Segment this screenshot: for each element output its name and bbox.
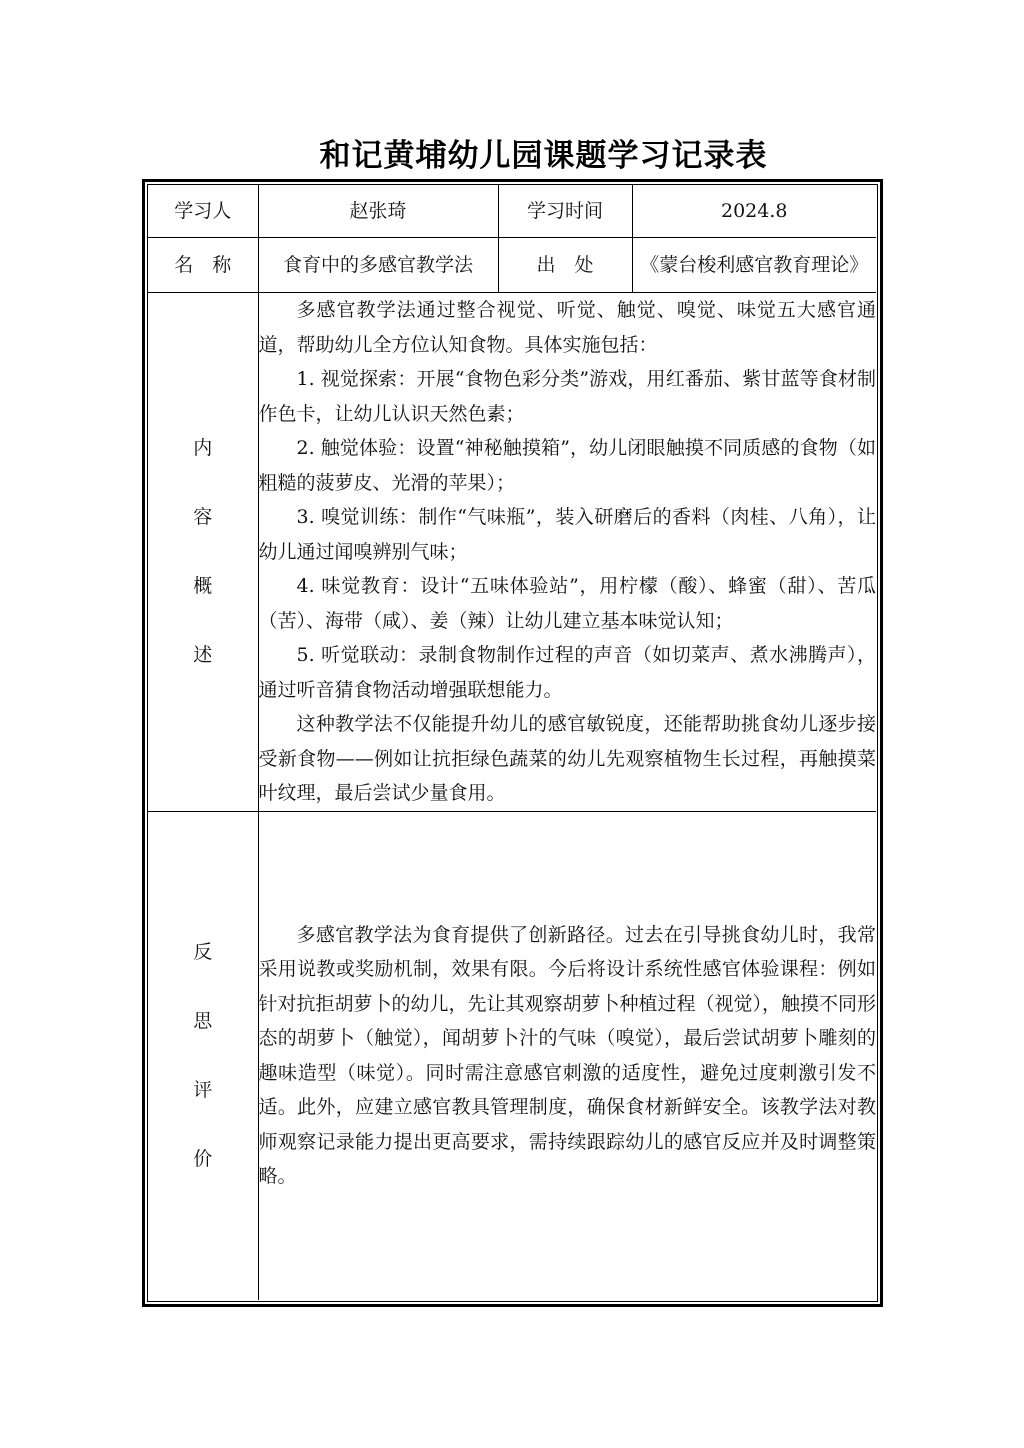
content-paragraph: 多感官教学法通过整合视觉、听觉、触觉、嗅觉、味觉五大感官通道，帮助幼儿全方位认知食物。具体实施包括： (258, 299, 876, 356)
topic-name-label: 名 称 (148, 238, 258, 293)
meta-row (148, 185, 876, 238)
record-table-frame (142, 179, 883, 1307)
topic-name-value: 食育中的多感官教学法 (258, 238, 498, 293)
study-time-label: 学习时间 (498, 185, 632, 238)
reflection-label-char: 思 (193, 1009, 213, 1032)
content-label-char: 容 (193, 505, 213, 528)
reflection-label-char: 评 (193, 1078, 213, 1101)
content-label-char: 内 (193, 436, 213, 459)
content-paragraph: 5. 听觉联动：录制食物制作过程的声音（如切菜声、煮水沸腾声），通过听音猜食物活动增强联想能力。 (258, 644, 876, 701)
content-row (148, 293, 876, 812)
learner-value: 赵张琦 (258, 185, 498, 238)
reflection-label (148, 811, 258, 1300)
content-paragraph: 1. 视觉探索：开展“食物色彩分类”游戏，用红番茄、紫甘蓝等食材制作色卡，让幼儿认识天然色素； (258, 368, 876, 425)
name-row (148, 238, 876, 293)
source-value: 《蒙台梭利感官教育理论》 (632, 238, 876, 293)
content-paragraph: 4. 味觉教育：设计“五味体验站”，用柠檬（酸）、蜂蜜（甜）、苦瓜（苦）、海带（咸）、姜（辣）让幼儿建立基本味觉认知； (258, 575, 876, 632)
reflection-label-char: 反 (193, 940, 213, 963)
content-label-char: 述 (193, 643, 213, 666)
reflection-label-char: 价 (193, 1147, 213, 1170)
content-summary-label (148, 293, 258, 812)
content-paragraph: 这种教学法不仅能提升幼儿的感官敏锐度，还能帮助挑食幼儿逐步接受新食物——例如让抗拒绿色蔬菜的幼儿先观察植物生长过程，再触摸菜叶纹理，最后尝试少量食用。 (258, 713, 876, 804)
content-summary-body (258, 293, 876, 812)
content-paragraph: 2. 触觉体验：设置“神秘触摸箱”，幼儿闭眼触摸不同质感的食物（如粗糙的菠萝皮、光滑的苹果）； (258, 437, 876, 494)
content-label-char: 概 (193, 574, 213, 597)
source-label: 出 处 (498, 238, 632, 293)
record-table (148, 185, 876, 1300)
study-time-value: 2024.8 (632, 185, 876, 238)
content-paragraph: 3. 嗅觉训练：制作“气味瓶”，装入研磨后的香料（肉桂、八角），让幼儿通过闻嗅辨别气味； (258, 506, 876, 563)
reflection-body: 多感官教学法为食育提供了创新路径。过去在引导挑食幼儿时，我常采用说教或奖励机制，效果有限。今后将设计系统性感官体验课程：例如针对抗拒胡萝卜的幼儿，先让其观察胡萝卜种植过程（视觉），触摸不同形态的胡萝卜（触觉），闻胡萝卜汁的气味（嗅觉），最后尝试胡萝卜雕刻的趣味造型（味觉）。同时需注意感官刺激的适度性，避免过度刺激引发不适。此外，应建立感官教具管理制度，确保食材新鲜安全。该教学法对教师观察记录能力提出更高要求，需持续跟踪幼儿的感官反应并及时调整策略。 (258, 811, 876, 1300)
reflection-row (148, 811, 876, 1300)
learner-label: 学习人 (148, 185, 258, 238)
page-title: 和记黄埔幼儿园课题学习记录表 (319, 138, 768, 174)
